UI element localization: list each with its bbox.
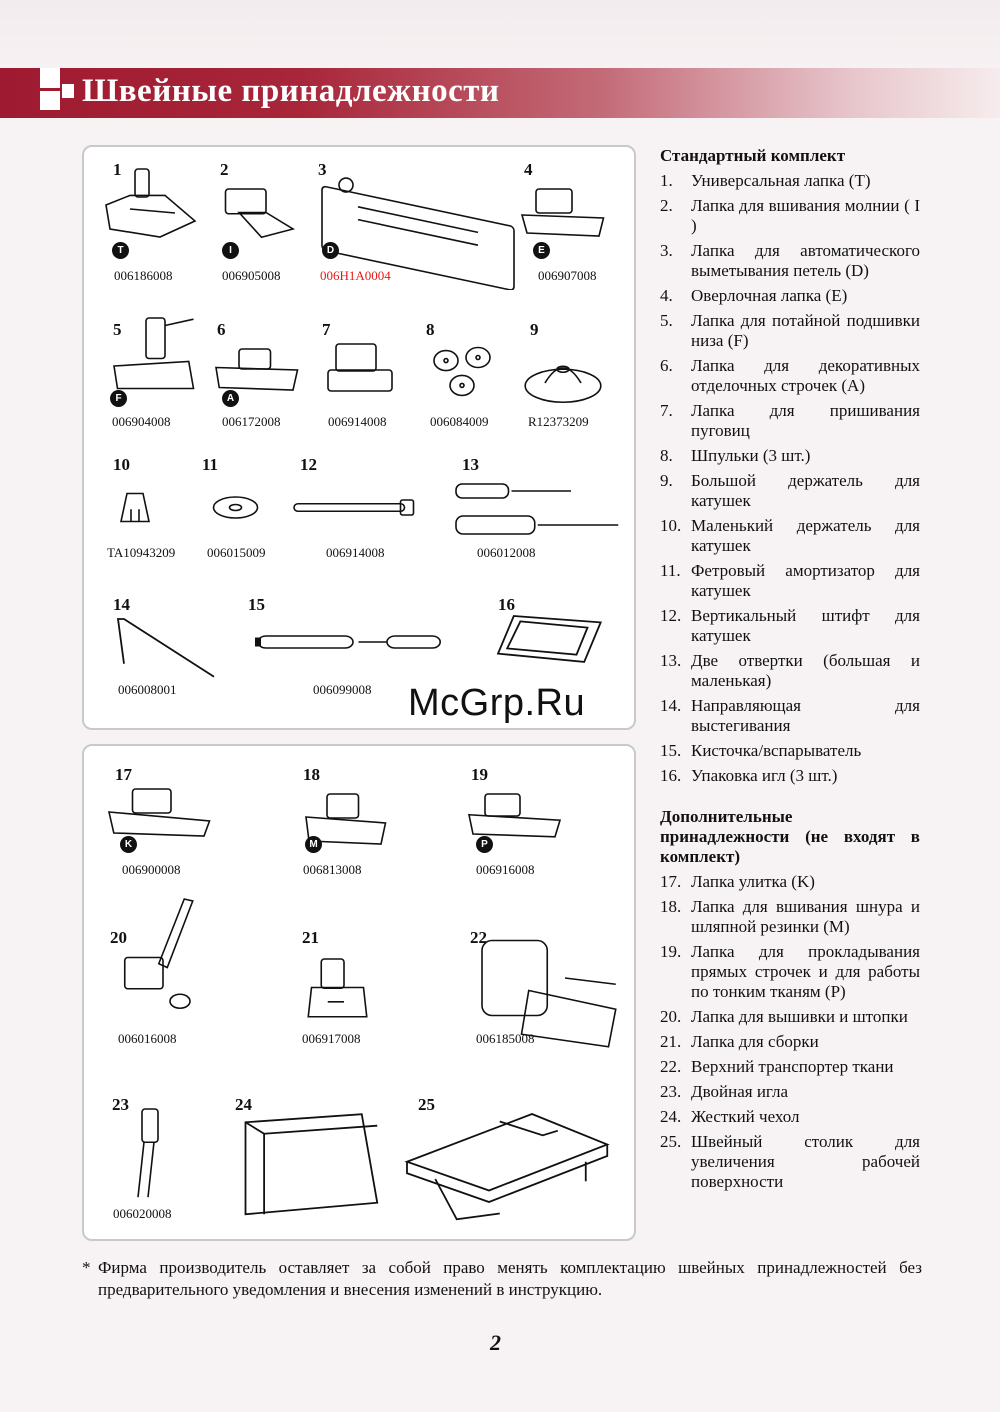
satin-stitch-foot-icon [212, 345, 302, 395]
list-item-number: 23. [660, 1082, 682, 1101]
item-number: 15 [248, 595, 265, 614]
item-part-code: 006914008 [328, 414, 387, 429]
button-sewing-foot-icon [320, 340, 400, 400]
item-part-code: 006016008 [118, 1031, 177, 1046]
item-part-code: 006084009 [430, 414, 489, 429]
standard-list-item [660, 561, 920, 601]
item-number: 23 [112, 1095, 129, 1114]
list-item-text: Швейный столик для увеличения рабочей поверхности [691, 1132, 920, 1191]
list-item-number: 19. [660, 942, 682, 961]
item-number: 22 [470, 928, 487, 947]
item-letter-badge: T [112, 242, 129, 259]
item-letter-badge: M [305, 836, 322, 853]
list-item-text: Вертикальный штифт для катушек [691, 606, 920, 645]
hard-case-icon [230, 1105, 385, 1220]
header-square-icon [40, 91, 60, 110]
list-item-number: 22. [660, 1057, 682, 1076]
list-item-number: 9. [660, 471, 673, 490]
list-item-text: Лапка для прокладывания прямых строчек и для работы по тонким тканям (P) [691, 942, 920, 1001]
header-square-icon [40, 68, 60, 88]
item-part-code: 006916008 [476, 862, 535, 877]
list-item-text: Верхний транспортер ткани [691, 1057, 894, 1076]
bobbins-icon [422, 342, 502, 404]
standard-kit-heading: Стандартный комплект [660, 146, 846, 165]
list-item-text: Кисточка/вспарыватель [691, 741, 862, 760]
item-number: 18 [303, 765, 320, 784]
item-part-code: 006907008 [538, 268, 597, 283]
screwdrivers-icon [452, 480, 627, 540]
optional-kit-heading: Дополнительные принадлежности (не входят в комплект) [660, 807, 920, 866]
item-number: 1 [113, 160, 122, 179]
standard-list-item [660, 286, 920, 306]
list-item-number: 12. [660, 606, 682, 625]
item-number: 20 [110, 928, 127, 947]
optional-list-item [660, 1082, 920, 1102]
item-part-code: 006900008 [122, 862, 181, 877]
list-item-text: Лапка для вышивки и штопки [691, 1007, 908, 1026]
optional-list-item [660, 1057, 920, 1077]
list-item-text: Лапка для сборки [691, 1032, 819, 1051]
optional-list-item [660, 1007, 920, 1027]
item-number: 7 [322, 320, 331, 339]
watermark: McGrp.Ru [408, 682, 586, 724]
list-item-number: 1. [660, 171, 673, 190]
list-item-number: 16. [660, 766, 682, 785]
standard-list-item [660, 471, 920, 511]
overcast-foot-icon [518, 185, 608, 245]
list-item-number: 17. [660, 872, 682, 891]
item-number: 16 [498, 595, 515, 614]
list-item-text: Двойная игла [691, 1082, 789, 1101]
item-part-code: 006185008 [476, 1031, 535, 1046]
footnote-text: Фирма производитель оставляет за собой право менять комплектацию швейных принадлежностей без предварительного уведомления и внесения изменений в инструкцию. [98, 1258, 922, 1299]
item-letter-badge: E [533, 242, 550, 259]
extension-table-icon [403, 1110, 618, 1225]
list-item-number: 10. [660, 516, 682, 535]
brush-seam-ripper-icon [254, 627, 444, 657]
optional-kit-list [660, 872, 920, 1192]
list-item-text: Шпульки (3 шт.) [691, 446, 811, 465]
standard-list-item [660, 696, 920, 736]
list-item-number: 11. [660, 561, 681, 580]
item-letter-badge: D [322, 242, 339, 259]
list-item-text: Две отвертки (большая и маленькая) [691, 651, 920, 690]
item-number: 24 [235, 1095, 252, 1114]
item-number: 8 [426, 320, 435, 339]
list-item-text: Лапка для автоматического выметывания петель (D) [691, 241, 920, 280]
list-item-number: 7. [660, 401, 673, 420]
item-letter-badge: F [110, 390, 127, 407]
quilting-guide-icon [100, 615, 220, 680]
item-part-code: 006008001 [118, 682, 177, 697]
list-item-text: Оверлочная лапка (E) [691, 286, 848, 305]
item-number: 4 [524, 160, 533, 179]
presser-foot-icon [100, 165, 200, 245]
list-item-text: Фетровый амортизатор для катушек [691, 561, 920, 600]
item-part-code: 006172008 [222, 414, 281, 429]
large-spool-holder-icon [518, 350, 608, 405]
item-part-code: TA10943209 [107, 545, 176, 560]
standard-list-item [660, 356, 920, 396]
hemmer-foot-icon [105, 785, 215, 845]
list-item-text: Лапка для потайной подшивки низа (F) [691, 311, 920, 350]
item-number: 12 [300, 455, 317, 474]
page-number: 2 [490, 1330, 501, 1355]
standard-list-item [660, 446, 920, 466]
item-part-code: 006015009 [207, 545, 266, 560]
standard-list-item [660, 171, 920, 191]
standard-list-item [660, 311, 920, 351]
list-item-number: 15. [660, 741, 682, 760]
needle-pack-icon [494, 612, 604, 664]
list-item-number: 25. [660, 1132, 682, 1151]
item-number: 5 [113, 320, 122, 339]
list-item-number: 21. [660, 1032, 682, 1051]
list-item-text: Лапка для декоративных отделочных строчек (A) [691, 356, 920, 395]
list-item-number: 18. [660, 897, 682, 916]
top-band [0, 0, 1000, 68]
standard-list-item [660, 401, 920, 441]
optional-list-item [660, 872, 920, 892]
list-item-text: Жесткий чехол [691, 1107, 800, 1126]
section-header [0, 68, 1000, 118]
standard-list-item [660, 241, 920, 281]
darning-foot-icon [112, 895, 197, 1020]
standard-kit-list [660, 171, 920, 786]
small-spool-holder-icon [115, 490, 155, 525]
item-letter-badge: K [120, 836, 137, 853]
list-item-text: Лапка улитка (K) [691, 872, 815, 891]
list-item-number: 4. [660, 286, 673, 305]
item-number: 3 [318, 160, 327, 179]
list-item-text: Лапка для вшивания шнура и шляпной резинки (M) [691, 897, 920, 936]
optional-list-item [660, 1032, 920, 1052]
list-item-text: Универсальная лапка (T) [691, 171, 871, 190]
item-part-code: 006186008 [114, 268, 173, 283]
standard-list-item [660, 196, 920, 236]
twin-needle-icon [130, 1105, 170, 1200]
item-part-code: 006813008 [303, 862, 362, 877]
item-part-code: 006914008 [326, 545, 385, 560]
list-item-number: 8. [660, 446, 673, 465]
item-number: 2 [220, 160, 229, 179]
list-item-text: Маленький держатель для катушек [691, 516, 920, 555]
item-number: 13 [462, 455, 479, 474]
item-part-code: R12373209 [528, 414, 589, 429]
item-part-code: 006020008 [113, 1206, 172, 1221]
standard-list-item [660, 766, 920, 786]
item-letter-badge: P [476, 836, 493, 853]
list-item-text: Лапка для вшивания молнии ( I ) [691, 196, 920, 235]
item-number: 11 [202, 455, 219, 474]
header-square-icon [62, 84, 74, 98]
list-item-number: 24. [660, 1107, 682, 1126]
zipper-foot-icon [212, 185, 302, 240]
item-part-code: 006012008 [477, 545, 536, 560]
standard-list-item [660, 606, 920, 646]
item-letter-badge: I [222, 242, 239, 259]
blind-hem-foot-icon [108, 312, 203, 402]
list-item-text: Большой держатель для катушек [691, 471, 920, 510]
item-number: 17 [115, 765, 132, 784]
footnote-mark: * [82, 1258, 91, 1277]
footnote [82, 1257, 922, 1301]
optional-list-item [660, 942, 920, 1002]
standard-list-item [660, 651, 920, 691]
item-number: 9 [530, 320, 539, 339]
item-part-code: 006917008 [302, 1031, 361, 1046]
item-number: 6 [217, 320, 226, 339]
standard-list-item [660, 516, 920, 556]
spool-pin-icon [290, 495, 420, 520]
optional-list-item [660, 1107, 920, 1127]
list-item-number: 13. [660, 651, 682, 670]
list-item-text: Упаковка игл (3 шт.) [691, 766, 838, 785]
gathering-foot-icon [305, 955, 370, 1020]
list-item-text: Лапка для пришивания пуговиц [691, 401, 920, 440]
item-number: 21 [302, 928, 319, 947]
item-letter-badge: A [222, 390, 239, 407]
item-number: 19 [471, 765, 488, 784]
item-number: 25 [418, 1095, 435, 1114]
list-item-number: 6. [660, 356, 673, 375]
page-title: Швейные принадлежности [82, 73, 500, 109]
list-item-number: 3. [660, 241, 673, 260]
list-item-number: 5. [660, 311, 673, 330]
item-part-code: 006099008 [313, 682, 372, 697]
item-part-code: 006H1A0004 [320, 268, 391, 283]
optional-list-item [660, 897, 920, 937]
list-item-number: 2. [660, 196, 673, 215]
accessory-list-column [660, 146, 920, 1197]
optional-list-item [660, 1132, 920, 1192]
item-number: 14 [113, 595, 130, 614]
standard-list-item [660, 741, 920, 761]
list-item-text: Направляющая для выстегивания [691, 696, 920, 735]
list-item-number: 20. [660, 1007, 682, 1026]
item-part-code: 006904008 [112, 414, 171, 429]
felt-pad-icon [208, 490, 263, 525]
list-item-number: 14. [660, 696, 682, 715]
item-number: 10 [113, 455, 130, 474]
item-part-code: 006905008 [222, 268, 281, 283]
